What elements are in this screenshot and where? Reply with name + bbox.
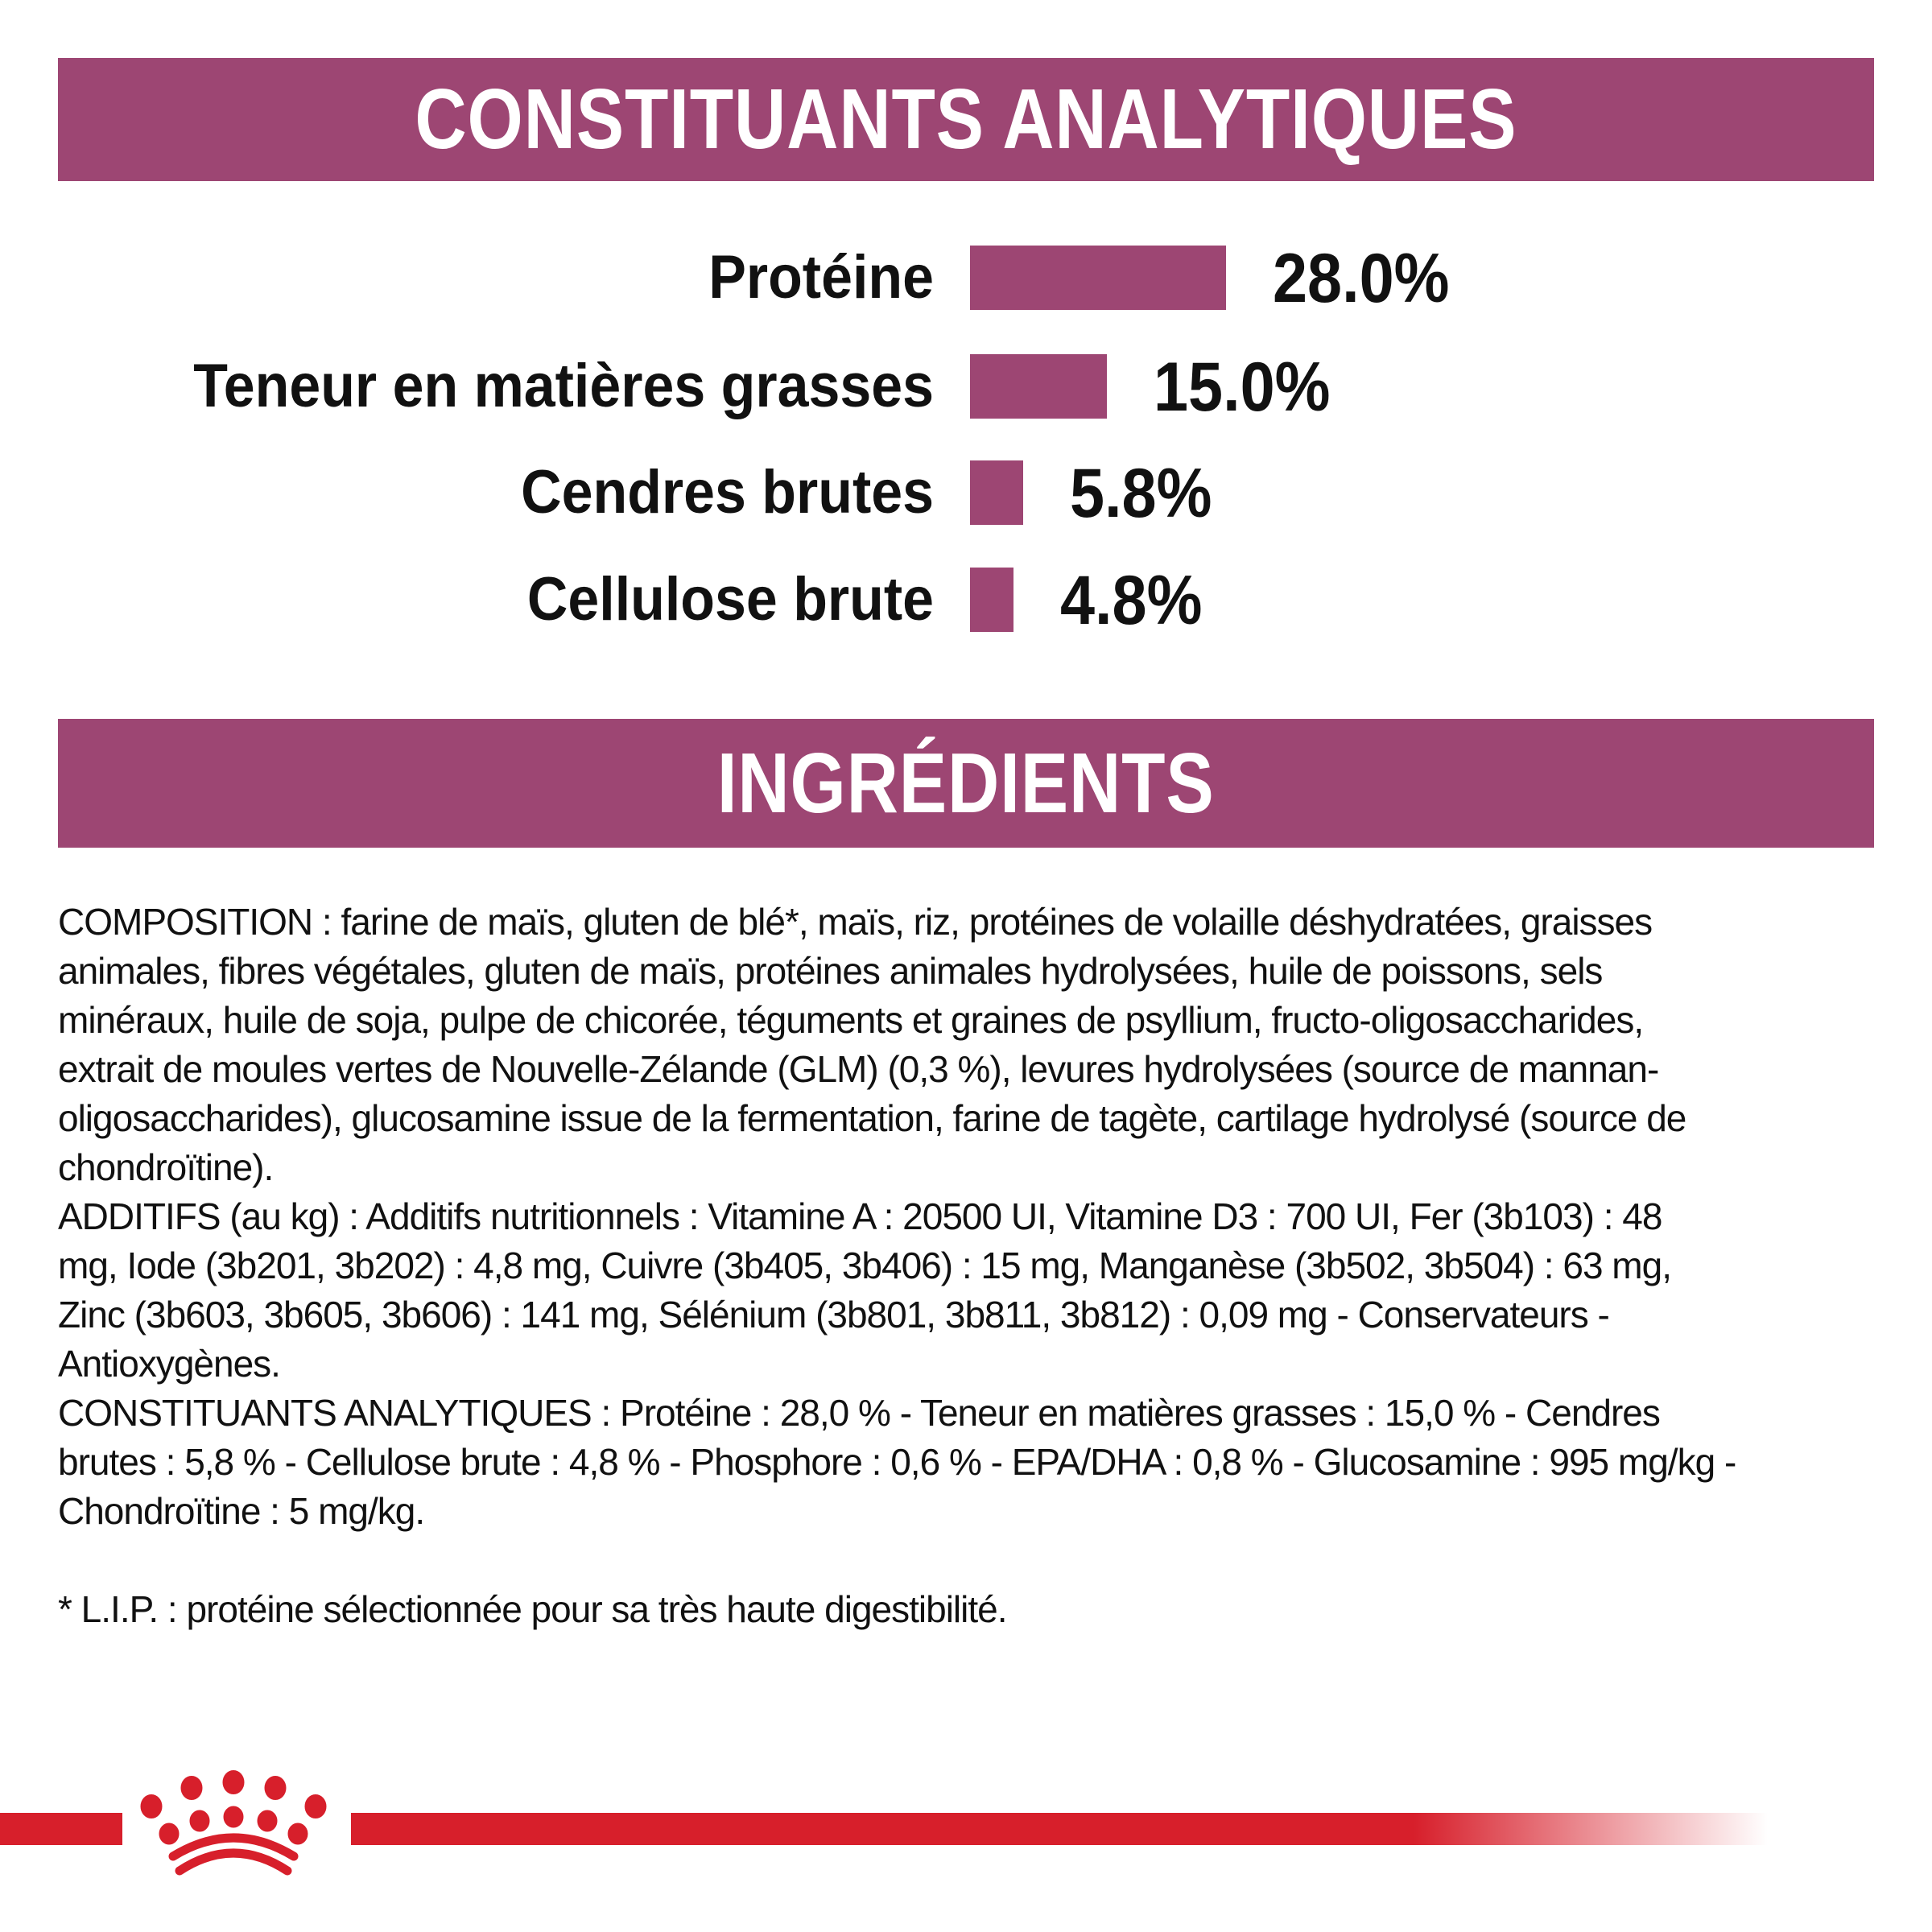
chart-row	[0, 240, 1932, 317]
composition-line: chondroïtine).	[58, 1146, 274, 1188]
chart-bar	[970, 460, 1023, 525]
ingredients-title: INGRÉDIENTS	[717, 735, 1215, 831]
analytical-constituents-title: CONSTITUANTS ANALYTIQUES	[415, 72, 1517, 167]
analytical-constituents-bar-chart	[0, 181, 1932, 719]
analytical-constituents-banner	[58, 58, 1874, 181]
constituants-line: Chondroïtine : 5 mg/kg.	[58, 1490, 425, 1532]
composition-line: animales, fibres végétales, gluten de maïs, protéines animales hydrolysées, huile de poissons, sels	[58, 950, 1603, 992]
chart-value-label: 15.0%	[1154, 349, 1331, 426]
chart-category-label: Cendres brutes	[521, 458, 934, 526]
royal-canin-crown-icon	[137, 1768, 330, 1889]
constituants-line: CONSTITUANTS ANALYTIQUES : Protéine : 28,0 % - Teneur en matières grasses : 15,0 % - Cendres	[58, 1392, 1660, 1434]
footer-red-stripe-left	[0, 1813, 122, 1845]
composition-line: extrait de moules vertes de Nouvelle-Zélande (GLM) (0,3 %), levures hydrolysées (source de mannan-	[58, 1048, 1659, 1090]
composition-line: COMPOSITION : farine de maïs, gluten de blé*, maïs, riz, protéines de volaille déshydratées, graisses	[58, 901, 1653, 943]
composition-line: minéraux, huile de soja, pulpe de chicorée, téguments et graines de psyllium, fructo-oligosaccharides,	[58, 999, 1644, 1041]
chart-value-label: 4.8%	[1060, 562, 1203, 639]
chart-bar	[970, 568, 1013, 632]
additifs-line: ADDITIFS (au kg) : Additifs nutritionnels : Vitamine A : 20500 UI, Vitamine D3 : 700 UI, Fer (3b103) : 48	[58, 1195, 1662, 1237]
chart-bar	[970, 246, 1226, 310]
ingredients-banner	[58, 719, 1874, 848]
chart-value-label: 28.0%	[1273, 240, 1450, 317]
additifs-line: mg, Iode (3b201, 3b202) : 4,8 mg, Cuivre (3b405, 3b406) : 15 mg, Manganèse (3b502, 3b504) : 63 mg,	[58, 1245, 1671, 1286]
chart-category-label: Protéine	[708, 243, 934, 312]
ingredients-text-block	[58, 898, 1901, 1634]
constituants-line: brutes : 5,8 % - Cellulose brute : 4,8 % - Phosphore : 0,6 % - EPA/DHA : 0,8 % - Glucosamine : 995 mg/kg -	[58, 1441, 1736, 1483]
composition-line: oligosaccharides), glucosamine issue de la fermentation, farine de tagète, cartilage hydrolysé (source de	[58, 1097, 1686, 1139]
chart-category-label: Teneur en matières grasses	[193, 352, 934, 420]
chart-value-label: 5.8%	[1070, 455, 1212, 532]
ingredients-paragraphs	[58, 898, 1901, 1536]
chart-row	[0, 349, 1932, 426]
additifs-line: Antioxygènes.	[58, 1343, 280, 1385]
chart-row	[0, 455, 1932, 532]
footer-red-stripe-right	[351, 1813, 1768, 1845]
lip-footnote: * L.I.P. : protéine sélectionnée pour sa très haute digestibilité.	[58, 1588, 1007, 1630]
chart-bar	[970, 354, 1107, 419]
chart-row	[0, 562, 1932, 639]
chart-category-label: Cellulose brute	[526, 565, 934, 634]
additifs-line: Zinc (3b603, 3b605, 3b606) : 141 mg, Sélénium (3b801, 3b811, 3b812) : 0,09 mg - Conservateurs -	[58, 1294, 1609, 1335]
